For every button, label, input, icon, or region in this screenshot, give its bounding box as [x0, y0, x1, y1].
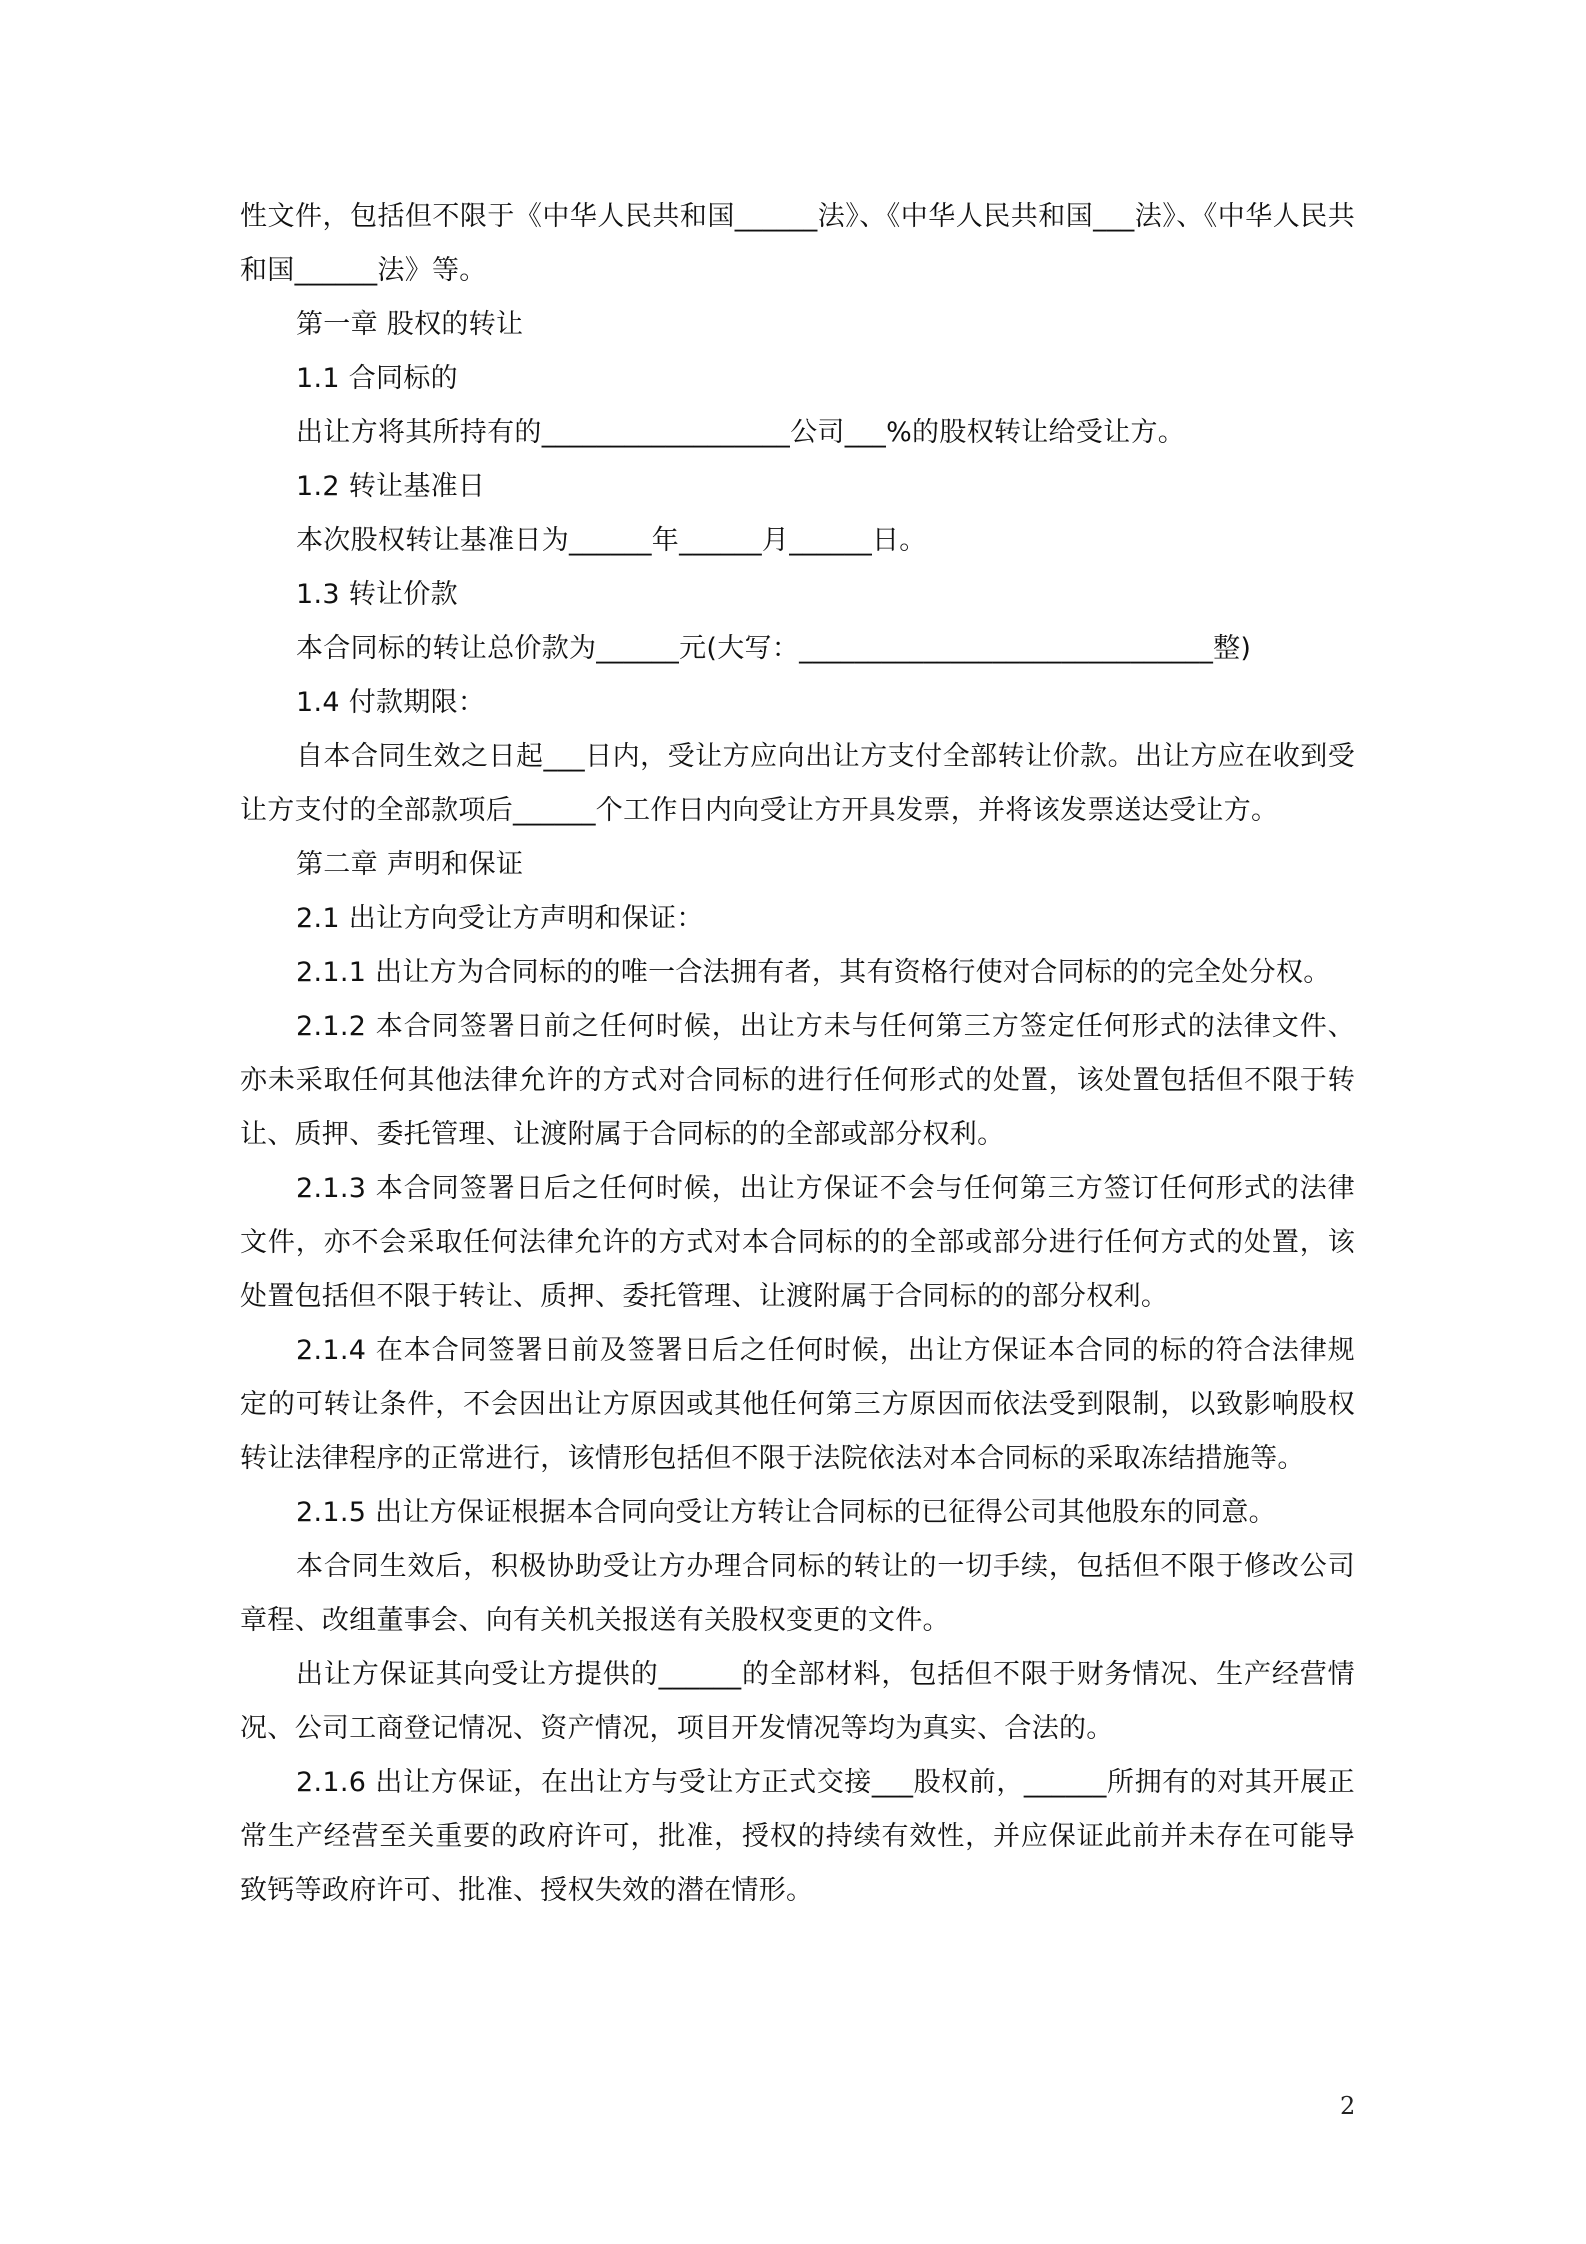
- paragraph: 2.1.1 出让方为合同标的的唯一合法拥有者，其有资格行使对合同标的的完全处分权。: [296, 957, 1331, 988]
- paragraph: 1.1 合同标的: [296, 363, 458, 394]
- paragraph: 本合同生效后，积极协助受让方办理合同标的转让的一切手续，包括但不限于修改公司章程、改组董事会、向有关机关报送有关股权变更的文件。: [240, 1551, 1355, 1636]
- document-body: [240, 190, 1355, 1918]
- paragraph: 1.4 付款期限：: [296, 687, 486, 718]
- paragraph: 2.1.6 出让方保证，在出让方与受让方正式交接___股权前，______所拥有的对其开展正常生产经营至关重要的政府许可，批准，授权的持续有效性，并应保证此前并未存在可能导致钙等政府许可、批准、授权失效的潜在情形。: [240, 1767, 1355, 1906]
- page-number: 2: [1340, 2092, 1356, 2120]
- paragraph: 第一章 股权的转让: [296, 309, 524, 340]
- paragraph: 本合同标的转让总价款为______元(大写：______________________________整): [296, 633, 1252, 664]
- paragraph: 出让方保证其向受让方提供的______的全部材料，包括但不限于财务情况、生产经营情况、公司工商登记情况、资产情况，项目开发情况等均为真实、合法的。: [240, 1659, 1355, 1744]
- paragraph: 出让方将其所持有的__________________公司___%的股权转让给受让方。: [296, 417, 1186, 448]
- paragraph: 2.1.5 出让方保证根据本合同向受让方转让合同标的已征得公司其他股东的同意。: [296, 1497, 1276, 1528]
- paragraph: 1.2 转让基准日: [296, 471, 486, 502]
- paragraph: 2.1.3 本合同签署日后之任何时候，出让方保证不会与任何第三方签订任何形式的法律文件，亦不会采取任何法律允许的方式对本合同标的的全部或部分进行任何方式的处置，该处置包括但不限于转让、质押、委托管理、让渡附属于合同标的的部分权利。: [240, 1173, 1355, 1312]
- paragraph: 本次股权转让基准日为______年______月______日。: [296, 525, 927, 556]
- paragraph: 2.1.2 本合同签署日前之任何时候，出让方未与任何第三方签定任何形式的法律文件、亦未采取任何其他法律允许的方式对合同标的进行任何形式的处置，该处置包括但不限于转让、质押、委托管理、让渡附属于合同标的的全部或部分权利。: [240, 1011, 1355, 1150]
- paragraph: 2.1.4 在本合同签署日前及签署日后之任何时候，出让方保证本合同的标的符合法律规定的可转让条件，不会因出让方原因或其他任何第三方原因而依法受到限制，以致影响股权转让法律程序的正常进行，该情形包括但不限于法院依法对本合同标的采取冻结措施等。: [240, 1335, 1355, 1474]
- paragraph: 自本合同生效之日起___日内，受让方应向出让方支付全部转让价款。出让方应在收到受让方支付的全部款项后______个工作日内向受让方开具发票，并将该发票送达受让方。: [240, 741, 1355, 826]
- paragraph: 第二章 声明和保证: [296, 849, 524, 880]
- paragraph: 1.3 转让价款: [296, 579, 458, 610]
- paragraph: 性文件，包括但不限于《中华人民共和国______法》、《中华人民共和国___法》、《中华人民共和国______法》等。: [240, 201, 1355, 286]
- paragraph: 2.1 出让方向受让方声明和保证：: [296, 903, 704, 934]
